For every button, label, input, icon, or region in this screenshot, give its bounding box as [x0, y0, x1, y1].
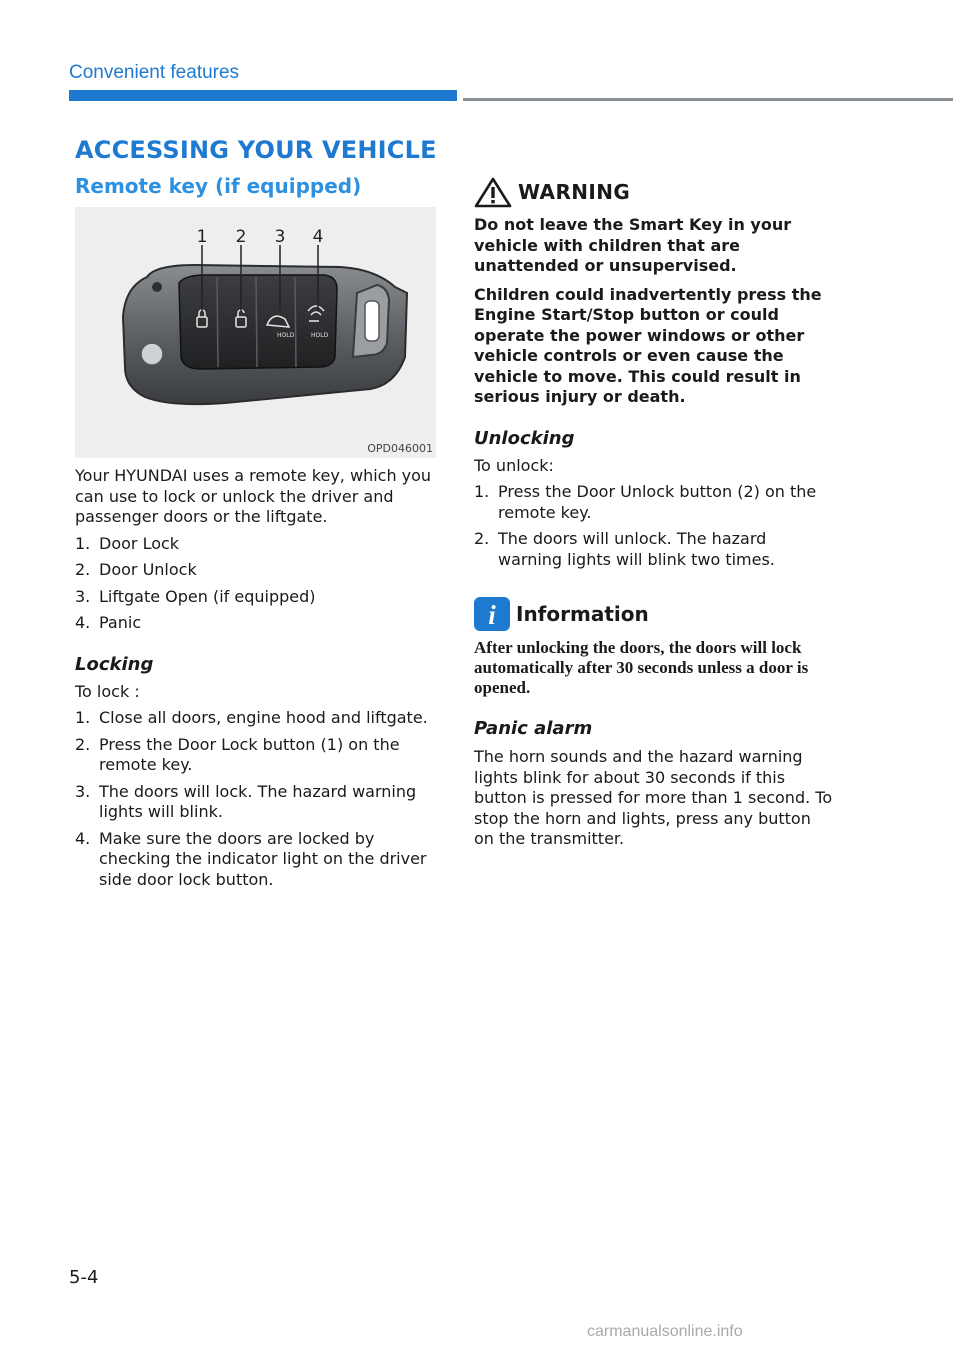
unlocking-lead: To unlock:	[474, 455, 554, 475]
figure-code: OPD046001	[367, 442, 433, 455]
warning-text-2: Children could inadvertently press the Engine Start/Stop button or could operate the power windows or other vehicle controls or even cause the vehicle to move. This could result in serious injury or death.	[474, 284, 822, 406]
list-item: 3. The doors will lock. The hazard warning lights will blink.	[75, 781, 417, 821]
locking-lead: To lock :	[75, 681, 140, 701]
button-list	[75, 534, 437, 634]
unlocking-steps	[474, 482, 834, 570]
locking-steps	[75, 708, 437, 890]
panic-text: The horn sounds and the hazard warning lights blink for about 30 seconds if this button is pressed for more than 1 second. To stop the horn and lights, press any button on the transmitter.	[474, 747, 833, 848]
remote-key-figure	[75, 207, 436, 458]
watermark: carmanualsonline.info	[587, 1323, 743, 1340]
unlocking-heading: Unlocking	[474, 427, 575, 449]
blade-release-button	[141, 343, 163, 365]
list-item: 1. Door Lock	[75, 533, 180, 553]
panic-hold-badge: HOLD	[311, 332, 329, 339]
callout-3: 3	[274, 227, 286, 247]
info-icon	[474, 597, 510, 631]
header-rule-gray	[463, 98, 953, 101]
list-item: 4. Make sure the doors are locked by checking the indicator light on the driver side door lock button.	[75, 828, 427, 889]
information-box	[474, 596, 834, 698]
page-title: ACCESSING YOUR VEHICLE	[75, 136, 437, 164]
remote-key-illustration	[75, 207, 436, 458]
list-item: 2. The doors will unlock. The hazard warning lights will blink two times.	[474, 529, 775, 569]
liftgate-hold-badge: HOLD	[277, 332, 295, 339]
left-column	[75, 466, 437, 890]
intro-paragraph: Your HYUNDAI uses a remote key, which you can use to lock or unlock the driver and passenger doors or the liftgate.	[75, 466, 432, 526]
svg-text:i: i	[488, 600, 496, 630]
warning-box	[474, 175, 834, 408]
locking-heading: Locking	[75, 653, 154, 675]
callout-2: 2	[235, 227, 247, 247]
list-item: 2. Press the Door Lock button (1) on the remote key.	[75, 734, 400, 774]
list-item: 4. Panic	[75, 613, 142, 632]
header-rule-blue	[69, 90, 457, 101]
page-subtitle: Remote key (if equipped)	[75, 174, 362, 198]
callout-1: 1	[196, 227, 208, 247]
list-item: 1. Close all doors, engine hood and liftgate.	[75, 708, 428, 727]
section-title: Convenient features	[69, 62, 240, 83]
right-column	[474, 175, 834, 850]
warning-title: WARNING	[518, 180, 631, 204]
information-text: After unlocking the doors, the doors will lock automatically after 30 seconds unless a door is opened.	[474, 638, 809, 697]
callout-4: 4	[312, 227, 324, 247]
warning-text-1: Do not leave the Smart Key in your vehicle with children that are unattended or unsupervised.	[474, 215, 792, 275]
list-item: 1. Press the Door Unlock button (2) on the remote key.	[474, 482, 817, 522]
page-number: 5-4	[69, 1267, 99, 1288]
panic-heading: Panic alarm	[474, 718, 593, 739]
information-title: Information	[516, 602, 649, 626]
warning-triangle-icon	[474, 176, 512, 208]
list-item: 2. Door Unlock	[75, 560, 197, 579]
list-item: 3. Liftgate Open (if equipped)	[75, 586, 316, 606]
